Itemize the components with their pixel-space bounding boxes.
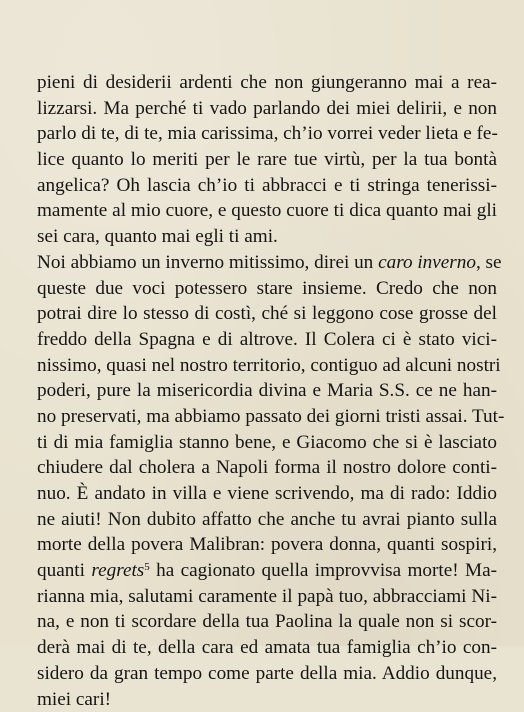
letter-body-text [37, 70, 497, 712]
italic-phrase: caro inverno [378, 252, 476, 273]
text-line: nissimo, quasi nel nostro territorio, contiguo ad alcuni nostri [37, 353, 497, 379]
paragraph-end-line: sei cara, quanto mai egli ti ami. [37, 224, 497, 250]
text-line: parlo di te, di te, mia carissima, ch’io vorrei veder lieta e fe- [37, 121, 497, 147]
text-segment: , se [476, 252, 502, 273]
text-line: nuo. È andato in villa e viene scrivendo, ma di rado: Iddio [37, 481, 497, 507]
text-line: angelica? Oh lascia ch’io ti abbracci e ti stringa tenerissi- [37, 173, 497, 199]
text-line: morte della povera Malibran: povera donna, quanti sospiri, [37, 532, 497, 558]
text-line: no preservati, ma abbiamo passato dei giorni tristi assai. Tut- [37, 404, 497, 430]
text-line: pieni di desiderii ardenti che non giungeranno mai a rea- [37, 70, 497, 96]
text-line-with-italic [37, 250, 497, 276]
footnote-marker[interactable]: 5 [144, 561, 150, 573]
text-line: derà mai di te, della cara ed amata tua famiglia ch’io con- [37, 635, 497, 661]
text-segment: Noi abbiamo un inverno mitissimo, direi un [37, 252, 378, 273]
text-line: rianna mia, salutami caramente il papà tuo, abbracciami Ni- [37, 584, 497, 610]
text-line: potrai dire lo stesso di costì, ché si leggono cose grosse del [37, 301, 497, 327]
text-segment: ha cagionato quella improvvisa morte! Ma- [150, 560, 497, 581]
italic-word: regrets [91, 560, 144, 581]
text-line: ti di mia famiglia stanno bene, e Giacomo che si è lasciato [37, 430, 497, 456]
text-line: lice quanto lo meriti per le rare tue virtù, per la tua bontà [37, 147, 497, 173]
text-line: chiudere dal cholera a Napoli forma il nostro dolore conti- [37, 455, 497, 481]
text-line: lizzarsi. Ma perché ti vado parlando dei miei delirii, e non [37, 96, 497, 122]
text-line: queste due voci potessero stare insieme. Credo che non [37, 276, 497, 302]
text-line: ne aiuti! Non dubito affatto che anche tu avrai pianto sulla [37, 507, 497, 533]
text-line: sidero da gran tempo come parte della mia. Addio dunque, [37, 661, 497, 687]
paragraph-end-line: miei cari! [37, 687, 497, 712]
text-line-with-footnote [37, 558, 497, 584]
text-line: na, e non ti scordare della tua Paolina la quale non si scor- [37, 609, 497, 635]
text-line: mamente al mio cuore, e questo cuore ti dica quanto mai gli [37, 198, 497, 224]
text-line: freddo della Spagna e di altrove. Il Colera ci è stato vici- [37, 327, 497, 353]
text-line: poderi, pure la misericordia divina e Maria S.S. ce ne han- [37, 378, 497, 404]
text-segment: quanti [37, 560, 91, 581]
